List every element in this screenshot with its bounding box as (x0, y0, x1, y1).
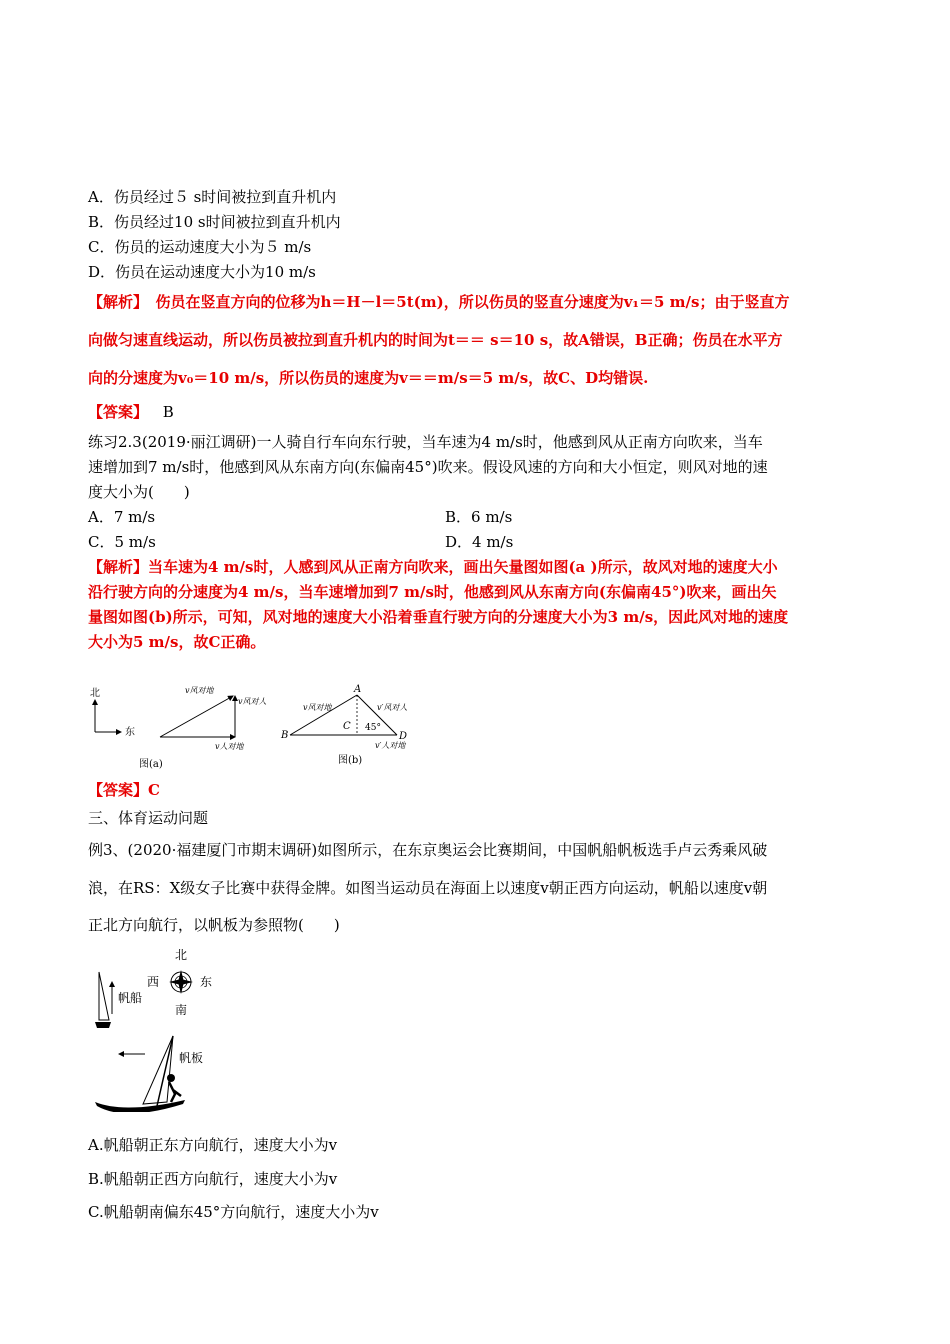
section-title: 三、体育运动问题 (88, 809, 209, 827)
north-label: 北 (90, 688, 100, 699)
fig-b-point-b: B (281, 730, 289, 741)
vector-diagram (85, 682, 425, 772)
compass-icon (169, 970, 193, 994)
fig-b-caption: 图(b) (338, 755, 363, 766)
exercise-analysis-4: 大小为5 m/s，故C正确。 (88, 633, 266, 651)
fig-b-point-a: A (354, 684, 362, 695)
fig-a-hypotenuse (160, 696, 233, 737)
fig-a-v-wind-person: v风对人 (238, 697, 267, 706)
sailboat-icon (95, 972, 111, 1028)
exercise-analysis-2: 沿行驶方向的分速度为4 m/s，当车速增加到7 m/s时，他感到风从东南方向(东偏南45°)吹来，画出矢 (88, 583, 777, 601)
boat-label: 帆船 (118, 991, 143, 1005)
exercise-stem-3: 度大小为( ) (88, 483, 190, 501)
exercise-option-d: D．4 m/s (445, 533, 514, 551)
exercise-answer-row (88, 780, 160, 800)
example3-stem-3: 正北方向航行，以帆板为参照物( ) (88, 916, 340, 934)
fig-b-v-wind-person-prime: v′风对人 (377, 703, 408, 712)
exercise-option-b: B．6 m/s (445, 508, 513, 526)
exercise-answer-label: 【答案】 (88, 781, 149, 799)
exercise-analysis-1: 【解析】当车速为4 m/s时，人感到风从正南方向吹来，画出矢量图如图(a )所示，故风对地的速度大小 (88, 558, 778, 576)
example3-option-c: C.帆船朝南偏东45°方向航行，速度大小为v (88, 1203, 379, 1221)
compass-north: 北 (175, 948, 188, 962)
fig-b-point-c: C (343, 721, 351, 732)
windsurfer-icon (95, 1036, 185, 1112)
east-label: 东 (125, 727, 135, 738)
option-a: A．伤员经过５ s时间被拉到直升机内 (88, 188, 337, 206)
compass-east: 东 (200, 975, 213, 989)
analysis-line-1: 【解析】 伤员在竖直方向的位移为h＝H－l＝5t(m)，所以伤员的竖直分速度为v₁＝5 m/s；由于竖直方 (88, 293, 790, 311)
exercise-option-c: C．5 m/s (88, 533, 156, 551)
exercise-analysis-3: 量图如图(b)所示，可知，风对地的速度大小沿着垂直行驶方向的分速度大小为3 m/s，因此风对地的速度 (88, 608, 789, 626)
example3-option-a: A.帆船朝正东方向航行，速度大小为v (88, 1136, 338, 1154)
fig-b-v-wind-ground: v风对地 (303, 703, 332, 712)
option-b: B．伤员经过10 s时间被拉到直升机内 (88, 213, 341, 231)
answer-value: B (162, 403, 174, 421)
exercise-option-a: A．7 m/s (88, 508, 156, 526)
fig-b-point-d: D (399, 731, 408, 742)
exercise-stem-1: 练习2.3(2019·丽江调研)一人骑自行车向东行驶，当车速为4 m/s时，他感到风从正南方向吹来，当车 (88, 433, 763, 451)
analysis-line-2: 向做匀速直线运动，所以伤员被拉到直升机内的时间为t＝＝ s＝10 s，故A错误，B正确；伤员在水平方 (88, 331, 783, 349)
fig-b-angle: 45° (365, 723, 381, 733)
example3-stem-2: 浪，在RS：X级女子比赛中获得金牌。如图当运动员在海面上以速度v朝正西方向运动，帆船以速度v朝 (88, 879, 768, 897)
fig-a-v-person-ground: v人对地 (215, 742, 244, 751)
example3-stem-1: 例3、(2020·福建厦门市期末调研)如图所示，在东京奥运会比赛期间，中国帆船帆板选手卢云秀乘风破 (88, 841, 768, 859)
compass-west: 西 (147, 975, 160, 989)
answer-row (88, 402, 174, 422)
compass-south: 南 (175, 1003, 188, 1017)
fig-a-caption: 图(a) (139, 759, 163, 770)
example3-option-b: B.帆船朝正西方向航行，速度大小为v (88, 1170, 338, 1188)
board-label: 帆板 (179, 1051, 204, 1065)
sailing-figure (85, 942, 235, 1112)
fig-b-v-person-ground-prime: v′人对地 (375, 741, 406, 750)
exercise-stem-2: 速增加到7 m/s时，他感到风从东南方向(东偏南45°)吹来。假设风速的方向和大小恒定，则风对地的速 (88, 458, 768, 476)
analysis-line-3: 向的分速度为v₀＝10 m/s，所以伤员的速度为v＝＝m/s＝5 m/s，故C、D均错误. (88, 369, 649, 387)
answer-label: 【答案】 (88, 403, 149, 421)
option-d: D．伤员在运动速度大小为10 m/s (88, 263, 316, 281)
fig-a-v-wind-ground: v风对地 (185, 686, 214, 695)
option-c: C．伤员的运动速度大小为５ m/s (88, 238, 312, 256)
exercise-answer-value: C (148, 781, 160, 799)
